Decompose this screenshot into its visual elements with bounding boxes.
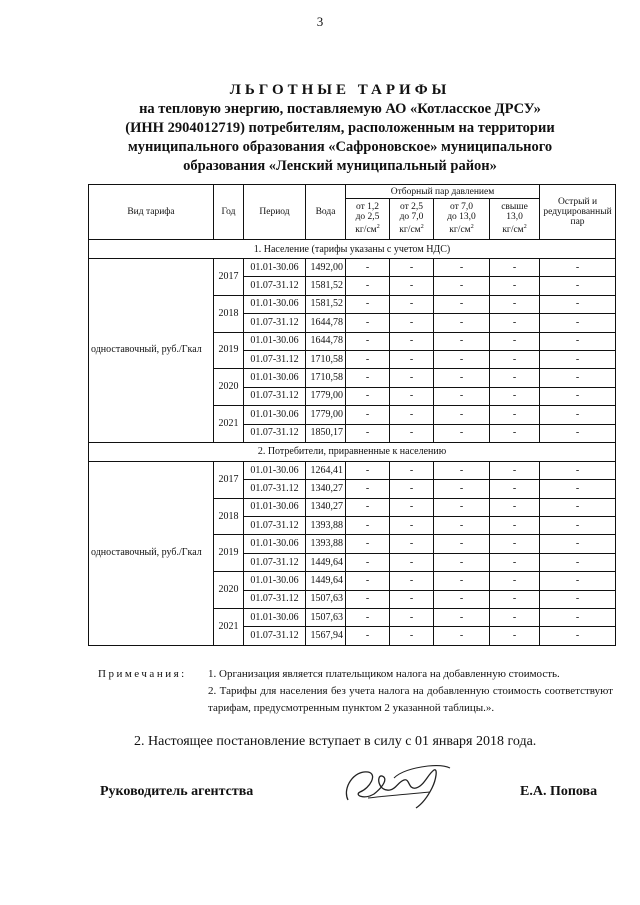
empty-value-cell: - — [434, 406, 490, 424]
empty-value-cell: - — [434, 277, 490, 295]
page-number: 3 — [316, 14, 324, 29]
year-cell: 2020 — [214, 369, 244, 406]
empty-value-cell: - — [346, 498, 390, 516]
water-value-cell: 1581,52 — [306, 295, 346, 313]
empty-value-cell: - — [434, 498, 490, 516]
empty-value-cell: - — [390, 517, 434, 535]
water-value-cell: 1581,52 — [306, 277, 346, 295]
title-line-1: на тепловую энергию, поставляемую АО «Котласское ДРСУ» — [139, 101, 541, 117]
empty-value-cell: - — [434, 314, 490, 332]
period-cell: 01.01-30.06 — [244, 332, 306, 350]
empty-value-cell: - — [346, 387, 390, 405]
notes-list — [208, 666, 613, 717]
header-steam-2: от 2,5 до 7,0 $кг/см^2$ — [390, 199, 434, 240]
water-value-cell: 1507,63 — [306, 590, 346, 608]
title-line-2: (ИНН 2904012719) потребителям, расположенным на территории — [125, 120, 555, 136]
empty-value-cell: - — [540, 517, 616, 535]
empty-value-cell: - — [540, 498, 616, 516]
empty-value-cell: - — [434, 424, 490, 442]
empty-value-cell: - — [490, 627, 540, 645]
water-value-cell: 1340,27 — [306, 498, 346, 516]
header-tariff-type: Вид тарифа — [89, 185, 214, 240]
water-value-cell: 1850,17 — [306, 424, 346, 442]
title-main: ЛЬГОТНЫЕ ТАРИФЫ — [229, 82, 451, 98]
period-cell: 01.07-31.12 — [244, 314, 306, 332]
empty-value-cell: - — [390, 535, 434, 553]
empty-value-cell: - — [540, 350, 616, 368]
period-cell: 01.07-31.12 — [244, 553, 306, 571]
empty-value-cell: - — [346, 572, 390, 590]
empty-value-cell: - — [540, 424, 616, 442]
empty-value-cell: - — [540, 609, 616, 627]
empty-value-cell: - — [540, 332, 616, 350]
water-value-cell: 1340,27 — [306, 480, 346, 498]
empty-value-cell: - — [490, 535, 540, 553]
title-line-3: муниципального образования «Сафроновское» муниципального — [127, 139, 553, 155]
note-item-1: 1. Организация является плательщиком налога на добавленную стоимость. — [208, 668, 560, 680]
water-value-cell: 1779,00 — [306, 406, 346, 424]
year-cell: 2019 — [214, 535, 244, 572]
empty-value-cell: - — [434, 572, 490, 590]
empty-value-cell: - — [434, 609, 490, 627]
header-water: Вода — [306, 185, 346, 240]
period-cell: 01.07-31.12 — [244, 277, 306, 295]
empty-value-cell: - — [390, 424, 434, 442]
header-steam-3: от 7,0 до 13,0 $кг/см^2$ — [434, 199, 490, 240]
empty-value-cell: - — [434, 295, 490, 313]
year-cell: 2021 — [214, 406, 244, 443]
empty-value-cell: - — [490, 387, 540, 405]
empty-value-cell: - — [346, 314, 390, 332]
empty-value-cell: - — [540, 387, 616, 405]
empty-value-cell: - — [346, 406, 390, 424]
period-cell: 01.07-31.12 — [244, 590, 306, 608]
empty-value-cell: - — [490, 314, 540, 332]
water-value-cell: 1710,58 — [306, 350, 346, 368]
period-cell: 01.01-30.06 — [244, 609, 306, 627]
empty-value-cell: - — [490, 369, 540, 387]
empty-value-cell: - — [540, 295, 616, 313]
year-cell: 2019 — [214, 332, 244, 369]
water-value-cell: 1492,00 — [306, 259, 346, 277]
empty-value-cell: - — [390, 553, 434, 571]
section-header-row — [89, 240, 616, 259]
empty-value-cell: - — [490, 590, 540, 608]
empty-value-cell: - — [434, 627, 490, 645]
water-value-cell: 1779,00 — [306, 387, 346, 405]
water-value-cell: 1393,88 — [306, 517, 346, 535]
header-period: Период — [244, 185, 306, 240]
empty-value-cell: - — [390, 480, 434, 498]
period-cell: 01.01-30.06 — [244, 498, 306, 516]
empty-value-cell: - — [390, 369, 434, 387]
period-cell: 01.01-30.06 — [244, 461, 306, 479]
year-cell: 2017 — [214, 461, 244, 498]
empty-value-cell: - — [490, 259, 540, 277]
header-sharp-steam: Острый и редуцированный пар — [540, 185, 616, 240]
empty-value-cell: - — [490, 609, 540, 627]
empty-value-cell: - — [346, 535, 390, 553]
tariff-table — [88, 184, 616, 646]
empty-value-cell: - — [434, 369, 490, 387]
empty-value-cell: - — [346, 609, 390, 627]
empty-value-cell: - — [346, 369, 390, 387]
empty-value-cell: - — [490, 553, 540, 571]
period-cell: 01.01-30.06 — [244, 572, 306, 590]
empty-value-cell: - — [540, 535, 616, 553]
empty-value-cell: - — [434, 535, 490, 553]
empty-value-cell: - — [390, 350, 434, 368]
empty-value-cell: - — [540, 277, 616, 295]
empty-value-cell: - — [540, 314, 616, 332]
empty-value-cell: - — [346, 295, 390, 313]
empty-value-cell: - — [346, 553, 390, 571]
empty-value-cell: - — [434, 553, 490, 571]
period-cell: 01.07-31.12 — [244, 350, 306, 368]
period-cell: 01.07-31.12 — [244, 387, 306, 405]
empty-value-cell: - — [346, 277, 390, 295]
water-value-cell: 1264,41 — [306, 461, 346, 479]
empty-value-cell: - — [390, 572, 434, 590]
empty-value-cell: - — [434, 387, 490, 405]
empty-value-cell: - — [540, 553, 616, 571]
handwritten-signature — [338, 758, 458, 818]
water-value-cell: 1710,58 — [306, 369, 346, 387]
water-value-cell: 1644,78 — [306, 332, 346, 350]
section-header-row — [89, 442, 616, 461]
empty-value-cell: - — [346, 424, 390, 442]
empty-value-cell: - — [540, 590, 616, 608]
empty-value-cell: - — [490, 406, 540, 424]
empty-value-cell: - — [540, 369, 616, 387]
empty-value-cell: - — [490, 424, 540, 442]
empty-value-cell: - — [490, 350, 540, 368]
period-cell: 01.07-31.12 — [244, 424, 306, 442]
signatory-title: Руководитель агентства — [100, 784, 254, 799]
empty-value-cell: - — [346, 332, 390, 350]
table-row — [89, 461, 616, 479]
period-cell: 01.01-30.06 — [244, 295, 306, 313]
empty-value-cell: - — [390, 259, 434, 277]
empty-value-cell: - — [390, 295, 434, 313]
empty-value-cell: - — [346, 350, 390, 368]
period-cell: 01.01-30.06 — [244, 259, 306, 277]
empty-value-cell: - — [346, 480, 390, 498]
empty-value-cell: - — [390, 387, 434, 405]
empty-value-cell: - — [490, 517, 540, 535]
empty-value-cell: - — [346, 627, 390, 645]
empty-value-cell: - — [540, 627, 616, 645]
empty-value-cell: - — [390, 406, 434, 424]
water-value-cell: 1567,94 — [306, 627, 346, 645]
empty-value-cell: - — [346, 259, 390, 277]
period-cell: 01.07-31.12 — [244, 517, 306, 535]
empty-value-cell: - — [434, 590, 490, 608]
title-line-4: образования «Ленский муниципальный район» — [183, 158, 497, 174]
empty-value-cell: - — [390, 609, 434, 627]
empty-value-cell: - — [434, 259, 490, 277]
water-value-cell: 1507,63 — [306, 609, 346, 627]
empty-value-cell: - — [540, 461, 616, 479]
empty-value-cell: - — [390, 461, 434, 479]
year-cell: 2017 — [214, 259, 244, 296]
header-year: Год — [214, 185, 244, 240]
empty-value-cell: - — [540, 406, 616, 424]
empty-value-cell: - — [490, 480, 540, 498]
empty-value-cell: - — [490, 498, 540, 516]
empty-value-cell: - — [434, 517, 490, 535]
empty-value-cell: - — [434, 350, 490, 368]
empty-value-cell: - — [434, 461, 490, 479]
period-cell: 01.01-30.06 — [244, 406, 306, 424]
water-value-cell: 1449,64 — [306, 553, 346, 571]
empty-value-cell: - — [390, 277, 434, 295]
empty-value-cell: - — [434, 332, 490, 350]
empty-value-cell: - — [390, 314, 434, 332]
period-cell: 01.01-30.06 — [244, 535, 306, 553]
empty-value-cell: - — [490, 461, 540, 479]
header-steam-group: Отборный пар давлением — [346, 185, 540, 199]
notes-label: Примечания: — [98, 668, 187, 680]
water-value-cell: 1449,64 — [306, 572, 346, 590]
empty-value-cell: - — [434, 480, 490, 498]
section-title: 1. Население (тарифы указаны с учетом НДС) — [89, 240, 616, 259]
empty-value-cell: - — [490, 332, 540, 350]
decree-text: 2. Настоящее постановление вступает в силу с 01 января 2018 года. — [134, 734, 537, 749]
empty-value-cell: - — [346, 590, 390, 608]
empty-value-cell: - — [540, 259, 616, 277]
empty-value-cell: - — [346, 517, 390, 535]
header-steam-4: свыше 13,0 $кг/см^2$ — [490, 199, 540, 240]
empty-value-cell: - — [390, 332, 434, 350]
note-item-2: 2. Тарифы для населения без учета налога на добавленную стоимость соответствуют тарифам, предусмотренным пунктом 2 указанной таблицы.». — [208, 685, 613, 714]
empty-value-cell: - — [346, 461, 390, 479]
empty-value-cell: - — [390, 590, 434, 608]
empty-value-cell: - — [390, 627, 434, 645]
empty-value-cell: - — [490, 277, 540, 295]
tariff-table-body — [89, 240, 616, 646]
year-cell: 2020 — [214, 572, 244, 609]
empty-value-cell: - — [540, 480, 616, 498]
section-title: 2. Потребители, приравненные к населению — [89, 442, 616, 461]
empty-value-cell: - — [540, 572, 616, 590]
empty-value-cell: - — [390, 498, 434, 516]
empty-value-cell: - — [490, 295, 540, 313]
water-value-cell: 1393,88 — [306, 535, 346, 553]
period-cell: 01.07-31.12 — [244, 480, 306, 498]
year-cell: 2021 — [214, 609, 244, 646]
signatory-name: Е.А. Попова — [520, 784, 598, 799]
year-cell: 2018 — [214, 498, 244, 535]
tariff-type-cell: одноставочный, руб./Гкал — [89, 461, 214, 645]
year-cell: 2018 — [214, 295, 244, 332]
document-title — [40, 80, 640, 176]
period-cell: 01.01-30.06 — [244, 369, 306, 387]
header-steam-1: от 1,2 до 2,5 $кг/см^2$ — [346, 199, 390, 240]
table-row — [89, 259, 616, 277]
period-cell: 01.07-31.12 — [244, 627, 306, 645]
tariff-type-cell: одноставочный, руб./Гкал — [89, 259, 214, 443]
empty-value-cell: - — [490, 572, 540, 590]
water-value-cell: 1644,78 — [306, 314, 346, 332]
